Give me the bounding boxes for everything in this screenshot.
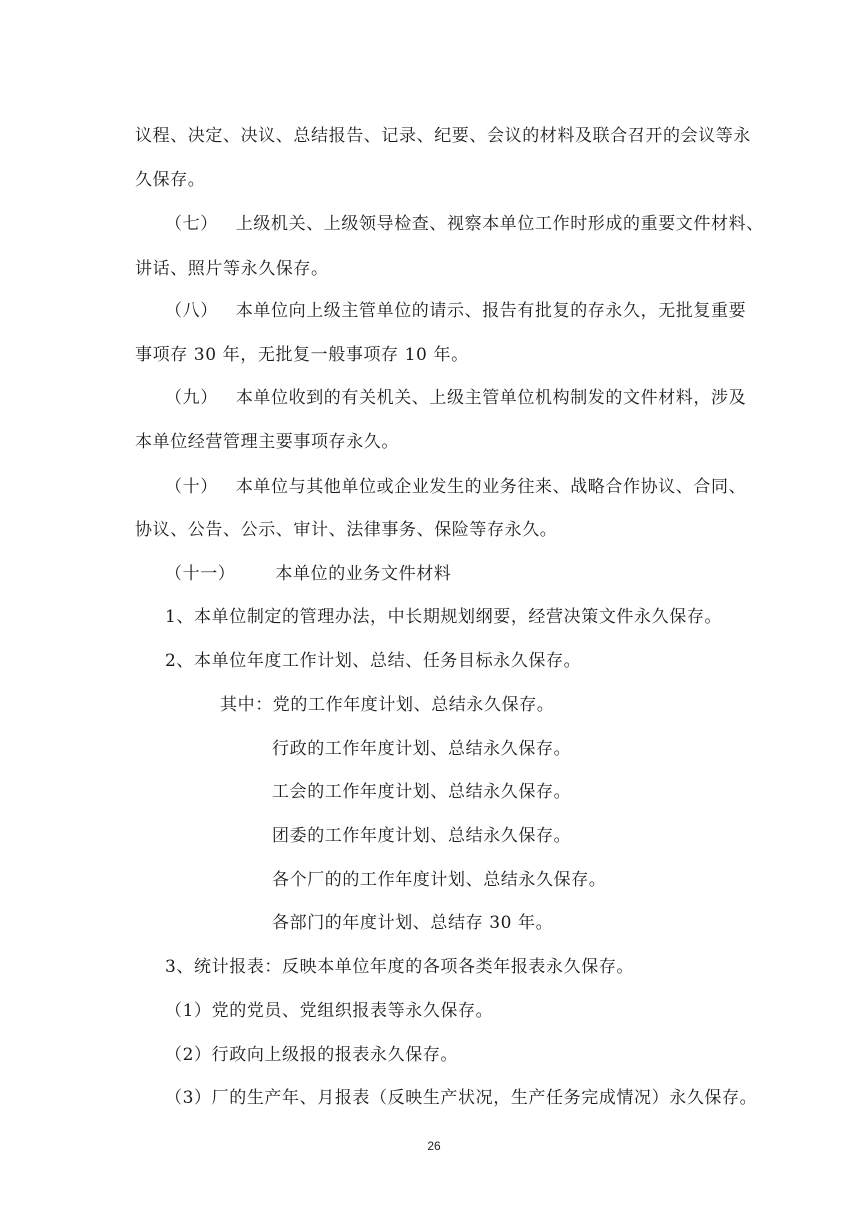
line-text: 协议、公告、公示、审计、法律事务、保险等存永久。 — [135, 520, 558, 540]
list-item — [0, 605, 868, 629]
sub-list-item — [0, 868, 868, 892]
line-text: 1、本单位制定的管理办法，中长期规划纲要，经营决策文件永久保存。 — [165, 607, 723, 627]
body-line — [0, 343, 868, 367]
sub-list-item — [0, 693, 868, 717]
sub-list-item — [0, 911, 868, 935]
section-heading-9 — [0, 386, 868, 410]
line-text: 事项存 30 年，无批复一般事项存 10 年。 — [135, 345, 469, 365]
line-text: 本单位向上级主管单位的请示、报告有批复的存永久，无批复重要 — [235, 301, 747, 321]
line-text: 本单位经营管理主要事项存永久。 — [135, 432, 399, 452]
section-heading-11 — [0, 562, 868, 586]
line-text: 2、本单位年度工作计划、总结、任务目标永久保存。 — [165, 651, 582, 671]
line-text: 上级机关、上级领导检查、视察本单位工作时形成的重要文件材料、 — [235, 214, 764, 234]
sub-list-item — [0, 780, 868, 804]
line-text: 各部门的年度计划、总结存 30 年。 — [272, 913, 554, 933]
section-label: （九） — [165, 388, 218, 408]
line-text: 本单位收到的有关机关、上级主管单位机构制发的文件材料，涉及 — [235, 388, 747, 408]
line-text: 议程、决定、决议、总结报告、记录、纪要、会议的材料及联合召开的会议等永 — [135, 126, 751, 146]
line-text: 团委的工作年度计划、总结永久保存。 — [272, 826, 572, 846]
section-label: （八） — [165, 301, 218, 321]
section-label: （七） — [165, 214, 218, 234]
line-text: （3）厂的生产年、月报表（反映生产状况，生产任务完成情况）永久保存。 — [165, 1088, 758, 1108]
list-item — [0, 649, 868, 673]
section-label: （十一） — [165, 564, 236, 584]
line-text: 3、统计报表：反映本单位年度的各项各类年报表永久保存。 — [165, 957, 635, 977]
list-item — [0, 1086, 868, 1110]
list-item — [0, 955, 868, 979]
section-heading-8 — [0, 299, 868, 323]
line-text: 行政的工作年度计划、总结永久保存。 — [272, 739, 572, 759]
line-text: （1）党的党员、党组织报表等永久保存。 — [165, 1001, 494, 1021]
list-item — [0, 1043, 868, 1067]
sub-list-item — [0, 737, 868, 761]
line-text: （2）行政向上级报的报表永久保存。 — [165, 1045, 459, 1065]
sub-list-item — [0, 824, 868, 848]
body-line — [0, 430, 868, 454]
body-line — [0, 257, 868, 281]
list-item — [0, 999, 868, 1023]
body-line — [0, 168, 868, 192]
line-text: 工会的工作年度计划、总结永久保存。 — [272, 782, 572, 802]
body-line — [0, 518, 868, 542]
page-number: 26 — [427, 1139, 441, 1153]
section-heading-7 — [0, 212, 868, 236]
line-text: 其中：党的工作年度计划、总结永久保存。 — [220, 695, 555, 715]
line-text: 本单位的业务文件材料 — [275, 564, 452, 584]
section-heading-10 — [0, 475, 868, 499]
line-text: 久保存。 — [135, 170, 206, 190]
line-text: 本单位与其他单位或企业发生的业务往来、战略合作协议、合同、 — [235, 477, 747, 497]
line-text: 各个厂的的工作年度计划、总结永久保存。 — [272, 870, 607, 890]
line-text: 讲话、照片等永久保存。 — [135, 259, 329, 279]
body-line — [0, 124, 868, 148]
section-label: （十） — [165, 477, 218, 497]
